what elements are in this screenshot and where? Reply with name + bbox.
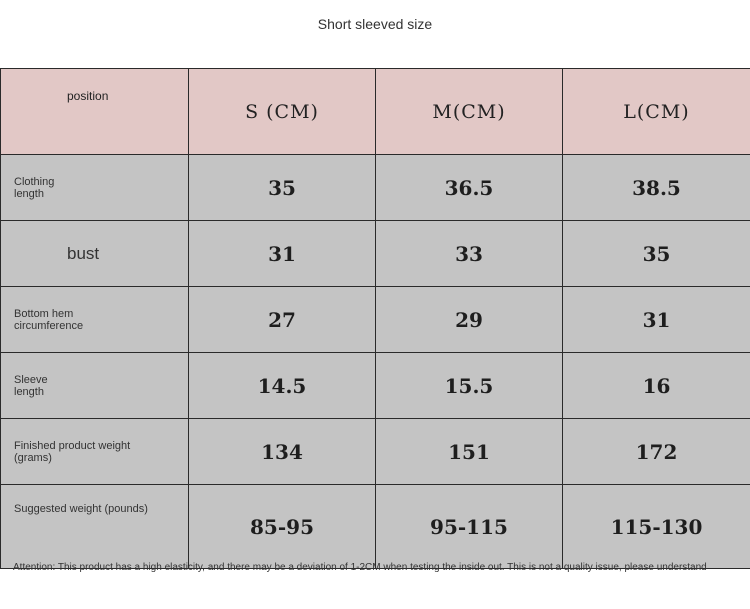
value-cell: 16	[563, 353, 750, 419]
value-cell: 151	[376, 419, 563, 485]
page-title: Short sleeved size	[317, 16, 433, 32]
value-cell: 134	[189, 419, 376, 485]
value-cell: 31	[563, 287, 750, 353]
value-cell: 31	[189, 221, 376, 287]
size-table	[0, 68, 750, 569]
table-row	[1, 155, 750, 221]
table-row	[1, 419, 750, 485]
row-label-finished-weight: Finished product weight (grams)	[1, 419, 189, 485]
value-cell: 172	[563, 419, 750, 485]
row-label-clothing-length: Clothing length	[1, 155, 189, 221]
row-label-bust: bust	[1, 221, 189, 287]
value-cell: 115-130	[563, 485, 750, 569]
value-cell: 38.5	[563, 155, 750, 221]
size-header-l: L(CM)	[563, 69, 750, 155]
table-row	[1, 221, 750, 287]
value-cell: 14.5	[189, 353, 376, 419]
row-label-suggested-weight: Suggested weight (pounds)	[1, 485, 189, 569]
value-cell: 35	[189, 155, 376, 221]
position-header: position	[1, 69, 189, 155]
value-cell: 15.5	[376, 353, 563, 419]
table-row	[1, 485, 750, 569]
size-header-m: M(CM)	[376, 69, 563, 155]
value-cell: 36.5	[376, 155, 563, 221]
value-cell: 35	[563, 221, 750, 287]
value-cell: 29	[376, 287, 563, 353]
table-row	[1, 287, 750, 353]
table-header-row	[1, 69, 750, 155]
value-cell: 95-115	[376, 485, 563, 569]
value-cell: 85-95	[189, 485, 376, 569]
value-cell: 27	[189, 287, 376, 353]
attention-note: Attention: This product has a high elasticity, and there may be a deviation of 1-2CM when testing the inside out. This is not a quality issue, please understand	[13, 562, 707, 573]
size-header-s: S (CM)	[189, 69, 376, 155]
table-row	[1, 353, 750, 419]
value-cell: 33	[376, 221, 563, 287]
row-label-bottom-hem: Bottom hem circumference	[1, 287, 189, 353]
row-label-sleeve-length: Sleeve length	[1, 353, 189, 419]
